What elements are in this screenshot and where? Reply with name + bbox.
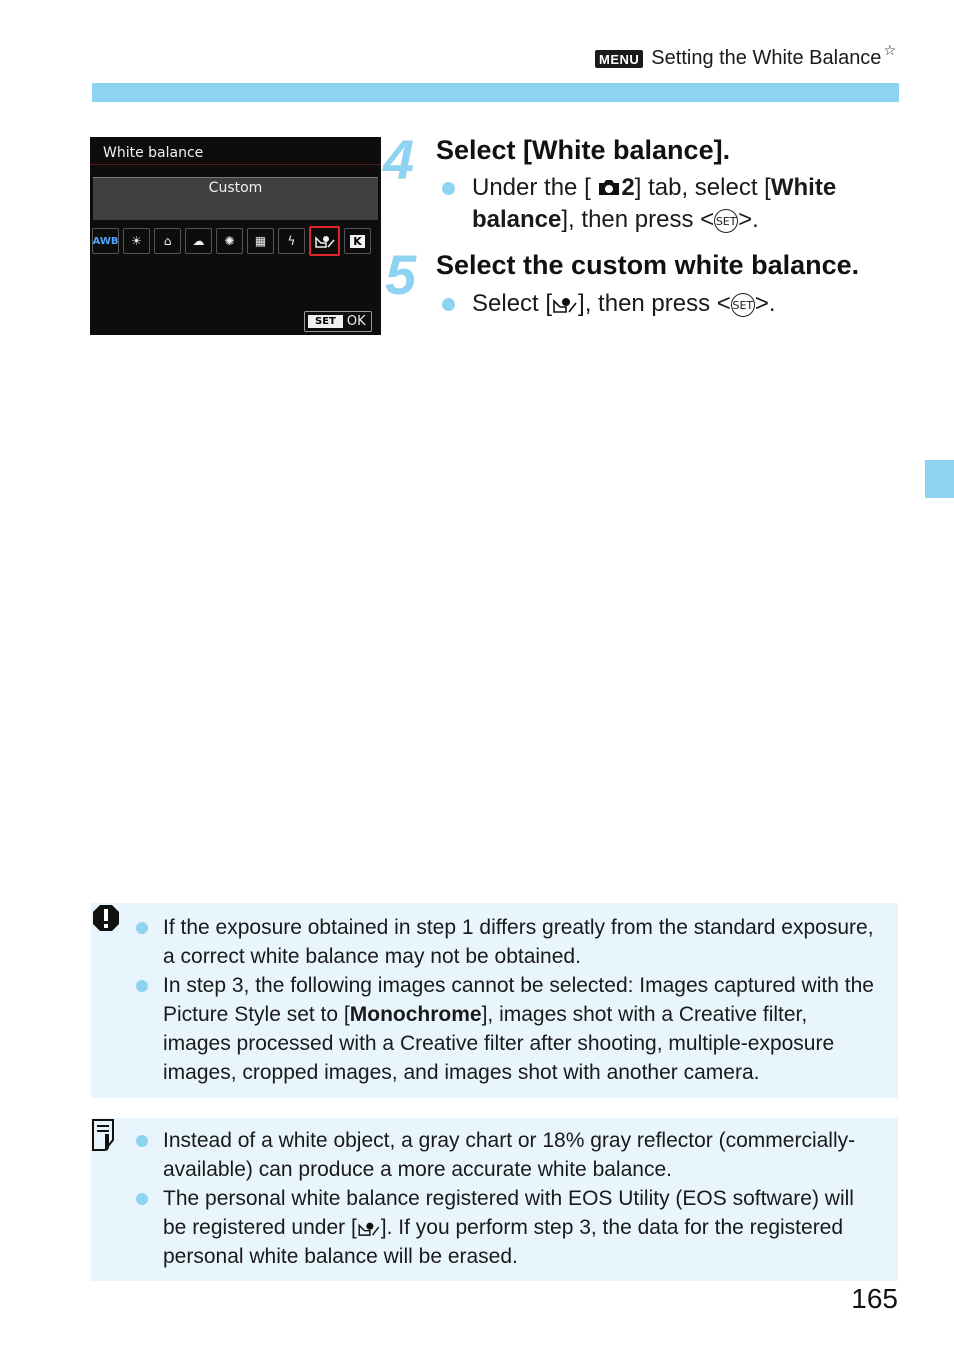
note-text: If the exposure obtained in step 1 differs greatly from the standard exposure, a correct white balance may not be obtained. (163, 916, 874, 968)
list-item (136, 913, 878, 971)
caution-note (91, 903, 898, 1098)
daylight-icon[interactable]: ☀ (123, 228, 150, 254)
list-item (136, 1126, 878, 1184)
header-bar (92, 83, 899, 102)
camera-screen (90, 137, 381, 335)
text-bold: balance (472, 206, 562, 233)
custom-wb-icon[interactable] (309, 226, 340, 256)
text: In step 3, the following images cannot be selected: Images captured with the Picture Style set to [ (163, 974, 874, 1026)
note-text: Instead of a white object, a gray chart or 18% gray reflector (commercially-available) can produce a more accurate white balance. (163, 1129, 856, 1181)
flash-icon[interactable]: ϟ (278, 228, 305, 254)
page-number: 165 (851, 1283, 898, 1314)
text-bold: Monochrome (349, 1003, 482, 1026)
text: ], images shot with a Creative filter, images processed with a Creative filter after shooting, multiple-exposure images, cropped images, and images shot with another camera. (163, 1003, 835, 1084)
chapter-tab (925, 460, 954, 498)
set-button-icon: SET (731, 293, 755, 317)
text: Under the [ (472, 174, 591, 201)
step-5-title: Select the custom white balance. (436, 250, 860, 280)
text: ] tab, select [ (634, 174, 771, 201)
text-bold: White (770, 174, 837, 201)
bullet-icon (136, 980, 148, 992)
divider (90, 164, 381, 165)
step-4-title: Select [White balance]. (436, 135, 731, 165)
step-number-4: 4 (383, 128, 415, 191)
bullet-icon (442, 298, 455, 311)
step-number-5: 5 (385, 243, 417, 306)
star-icon: ☆ (883, 42, 896, 58)
tungsten-icon[interactable]: ✺ (216, 228, 243, 254)
k-label: K (350, 235, 365, 248)
section-title: Setting the White Balance (651, 47, 882, 69)
step-5-instruction (442, 288, 776, 320)
note-text (163, 971, 878, 1087)
selected-mode-label: Custom (208, 180, 263, 196)
text: ], then press < (561, 206, 715, 233)
selected-mode-bar (93, 177, 378, 220)
bullet-icon (442, 182, 455, 195)
custom-wb-icon (357, 1216, 381, 1239)
bullet-icon (136, 922, 148, 934)
wb-mode-icons (92, 228, 371, 256)
text: ], then press < (578, 290, 731, 317)
shade-icon[interactable]: ⌂ (154, 228, 181, 254)
note-text (163, 1184, 878, 1271)
color-temperature-icon[interactable] (344, 228, 371, 254)
text: ]. If you perform step 3, the data for the registered personal white balance will be erased. (163, 1216, 844, 1268)
menu-badge: MENU (595, 50, 643, 68)
info-list (136, 1126, 878, 1271)
list-item (136, 1184, 878, 1271)
list-item (136, 971, 878, 1087)
text: The personal white balance registered with EOS Utility (EOS software) will be registered under [ (163, 1187, 854, 1239)
step-4-instruction (442, 172, 836, 236)
awb-icon[interactable]: AWB (92, 228, 119, 254)
bullet-icon (136, 1135, 148, 1147)
caution-list (136, 913, 878, 1087)
memo-icon (91, 1118, 119, 1148)
page-header (595, 42, 896, 70)
text: >. (738, 206, 759, 233)
text: Select [ (472, 290, 553, 317)
fluorescent-icon[interactable]: ▦ (247, 228, 274, 254)
camera-screen-title: White balance (103, 145, 204, 161)
info-note (91, 1118, 898, 1281)
caution-icon (91, 903, 119, 933)
text: >. (754, 290, 776, 317)
bullet-icon (136, 1193, 148, 1205)
custom-wb-glyph-icon (315, 234, 335, 248)
camera-tab-icon (591, 174, 622, 201)
cloudy-icon[interactable]: ☁ (185, 228, 212, 254)
set-label: SET (308, 315, 343, 328)
set-ok-button[interactable] (304, 311, 372, 332)
custom-wb-icon (552, 290, 578, 317)
set-button-icon: SET (714, 209, 738, 233)
tab-number: 2 (621, 174, 635, 201)
ok-label: OK (346, 314, 366, 329)
